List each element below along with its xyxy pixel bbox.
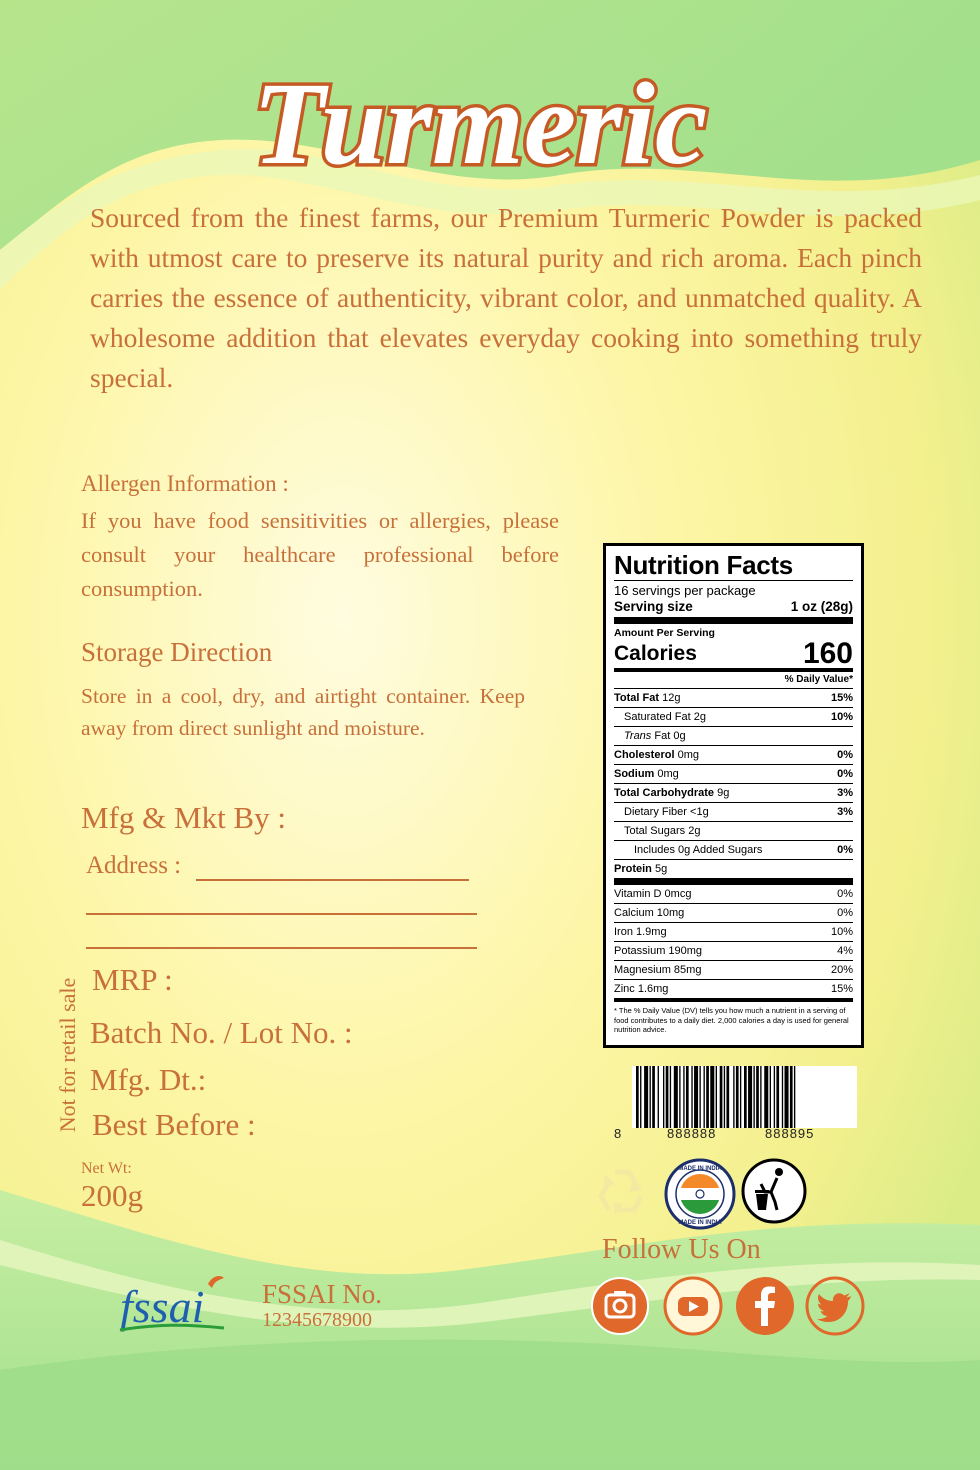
fssai-block (262, 1281, 382, 1333)
serving-size-label: Serving size (614, 599, 693, 614)
barcode-bar (706, 1066, 709, 1128)
footnote: * The % Daily Value (DV) tells you how much a nutrient in a serving of food contributes to a daily diet. 2,000 calories a day is used for general nutrition advice. (614, 998, 853, 1035)
barcode-bar (694, 1066, 698, 1128)
barcode-bar (724, 1066, 725, 1128)
vitamin-name: Calcium 10mg (614, 907, 685, 919)
instagram-icon[interactable] (590, 1276, 650, 1336)
nutrient-row (614, 745, 853, 764)
barcode-first-digit: 8 (614, 1126, 622, 1141)
nutrient-row (614, 764, 853, 783)
vitamin-row (614, 941, 853, 960)
serving-size-row (614, 599, 853, 615)
product-description: Sourced from the finest farms, our Premium Turmeric Powder is packed with utmost care to preserve its natural purity and rich aroma. Each pinch carries the essence of authenticity, vibrant color, and unmatched quality. A wholesome addition that elevates everyday cooking into something truly special. (90, 202, 922, 393)
nutrient-dv: 0% (837, 768, 853, 780)
twitter-icon[interactable] (805, 1276, 865, 1336)
nutrient-row (614, 688, 853, 707)
svg-text:Turmeric: Turmeric (252, 58, 708, 189)
vitamin-name: Potassium 190mg (614, 945, 703, 957)
nutrient-name: Sodium 0mg (614, 768, 679, 780)
barcode-bar (770, 1066, 771, 1128)
address-line-3 (86, 947, 477, 949)
barcode-bar (699, 1066, 700, 1128)
vitamin-row (614, 903, 853, 922)
nutrient-dv: 0% (837, 844, 853, 856)
barcode-bar (658, 1066, 659, 1128)
vitamin-row (614, 960, 853, 979)
barcode-bar (640, 1066, 641, 1128)
nutrient-rows (614, 688, 853, 878)
address-line-1 (196, 879, 469, 881)
storage-text: Store in a cool, dry, and airtight container. Keep away from direct sunlight and moisture. (81, 684, 525, 740)
vitamin-dv: 10% (830, 926, 853, 938)
mrp-label: MRP : (92, 962, 173, 997)
barcode-bar (663, 1066, 664, 1128)
barcode-bar (652, 1066, 655, 1128)
barcode-bar (704, 1066, 705, 1128)
nutrition-facts-panel (603, 543, 864, 1048)
nutrient-row (614, 821, 853, 840)
net-wt-label: Net Wt: (81, 1160, 132, 1177)
fssai-number: 12345678900 (262, 1309, 372, 1331)
barcode-bar (683, 1066, 684, 1128)
barcode-bar (756, 1066, 759, 1128)
barcode-bar (785, 1066, 789, 1128)
barcode-right-digits: 888895 (765, 1126, 815, 1141)
facebook-icon[interactable] (735, 1276, 795, 1336)
barcode-bar (733, 1066, 734, 1128)
nutrient-dv: 3% (837, 787, 853, 799)
barcode-bar (794, 1066, 795, 1128)
barcode-bar (720, 1066, 723, 1128)
amount-per-serving: Amount Per Serving (614, 617, 853, 640)
mfg-date-label: Mfg. Dt.: (90, 1062, 207, 1097)
best-before-label: Best Before : (92, 1107, 256, 1142)
nutrient-name: Trans Fat 0g (624, 730, 686, 742)
barcode-bar (736, 1066, 739, 1128)
barcode-bar (782, 1066, 783, 1128)
dv-header: % Daily Value* (614, 668, 853, 688)
barcode-bar (666, 1066, 669, 1128)
nutrient-row (614, 783, 853, 802)
nutrient-name: Dietary Fiber <1g (624, 806, 709, 818)
vitamin-name: Iron 1.9mg (614, 926, 667, 938)
youtube-icon[interactable] (663, 1276, 723, 1336)
batch-label: Batch No. / Lot No. : (90, 1015, 353, 1050)
vitamin-dv: 15% (830, 983, 853, 995)
vitamin-dv: 0% (837, 888, 853, 900)
barcode (632, 1066, 857, 1128)
nutrient-row (614, 726, 853, 745)
address-label: Address : (86, 852, 182, 879)
svg-text:MADE IN INDIA: MADE IN INDIA (678, 1166, 722, 1172)
made-in-india-badge (664, 1158, 736, 1230)
calories-row (614, 637, 853, 670)
nutrient-name: Includes 0g Added Sugars (634, 844, 763, 856)
brand-title (210, 48, 750, 198)
fssai-label: FSSAI No. (262, 1279, 383, 1309)
nutrient-name: Total Carbohydrate 9g (614, 787, 730, 799)
serving-size-value: 1 oz (28g) (790, 599, 853, 614)
nutrient-row (614, 802, 853, 821)
barcode-bar (674, 1066, 678, 1128)
calories-label: Calories (614, 642, 697, 665)
barcode-bar (686, 1066, 689, 1128)
mfg-heading: Mfg & Mkt By : (81, 800, 286, 835)
barcode-bar (650, 1066, 651, 1128)
barcode-bar (790, 1066, 793, 1128)
nutrient-dv: 3% (837, 806, 853, 818)
allergen-text: If you have food sensitivities or allergies, please consult your healthcare professional before consumption. (81, 508, 559, 601)
nutrient-name: Saturated Fat 2g (624, 711, 706, 723)
barcode-bar (776, 1066, 779, 1128)
not-for-retail-sale: Not for retail sale (55, 977, 80, 1133)
vitamin-dv: 20% (830, 964, 853, 976)
vitamin-rows (614, 878, 853, 998)
vitamin-name: Magnesium 85mg (614, 964, 702, 976)
barcode-bar (644, 1066, 648, 1128)
barcode-bar (679, 1066, 680, 1128)
nutrient-dv: 15% (830, 692, 853, 704)
barcode-bar (716, 1066, 717, 1128)
nutrition-title: Nutrition Facts (614, 550, 793, 580)
barcode-bar (753, 1066, 754, 1128)
address-line-2 (86, 913, 477, 915)
vitamin-dv: 4% (837, 945, 853, 957)
barcode-bar (748, 1066, 752, 1128)
nutrient-row (614, 859, 853, 878)
barcode-bar (710, 1066, 714, 1128)
servings: 16 servings per package (614, 580, 853, 599)
dispose-bin-icon (741, 1158, 807, 1224)
calories-value: 160 (802, 637, 853, 670)
nutrient-row (614, 840, 853, 859)
nutrient-name: Cholesterol 0mg (614, 749, 699, 761)
barcode-bar (726, 1066, 729, 1128)
svg-text:MADE IN INDIA: MADE IN INDIA (678, 1220, 722, 1226)
vitamin-row (614, 885, 853, 903)
barcode-bar (764, 1066, 768, 1128)
svg-text:fssai: fssai (120, 1281, 205, 1332)
nutrient-name: Total Fat 12g (614, 692, 681, 704)
barcode-left-digits: 888888 (667, 1126, 717, 1141)
nutrient-name: Protein 5g (614, 863, 668, 875)
vitamin-row (614, 979, 853, 998)
vitamin-name: Vitamin D 0mcg (614, 888, 692, 900)
net-wt-value: 200g (81, 1178, 143, 1213)
recycle-icon (589, 1162, 655, 1228)
barcode-bar (691, 1066, 692, 1128)
vitamin-row (614, 922, 853, 941)
barcode-bar (760, 1066, 761, 1128)
allergen-heading: Allergen Information : (81, 471, 289, 496)
vitamin-name: Zinc 1.6mg (614, 983, 669, 995)
barcode-bar (636, 1066, 639, 1128)
barcode-bar (670, 1066, 671, 1128)
storage-heading: Storage Direction (81, 637, 273, 667)
barcode-bar (744, 1066, 747, 1128)
vitamin-dv: 0% (837, 907, 853, 919)
nutrient-dv: 10% (830, 711, 853, 723)
nutrient-row (614, 707, 853, 726)
barcode-bar (740, 1066, 741, 1128)
fssai-logo (116, 1272, 228, 1336)
follow-us-on: Follow Us On (602, 1234, 761, 1265)
nutrient-dv: 0% (837, 749, 853, 761)
barcode-bar (774, 1066, 775, 1128)
nutrient-name: Total Sugars 2g (624, 825, 701, 837)
